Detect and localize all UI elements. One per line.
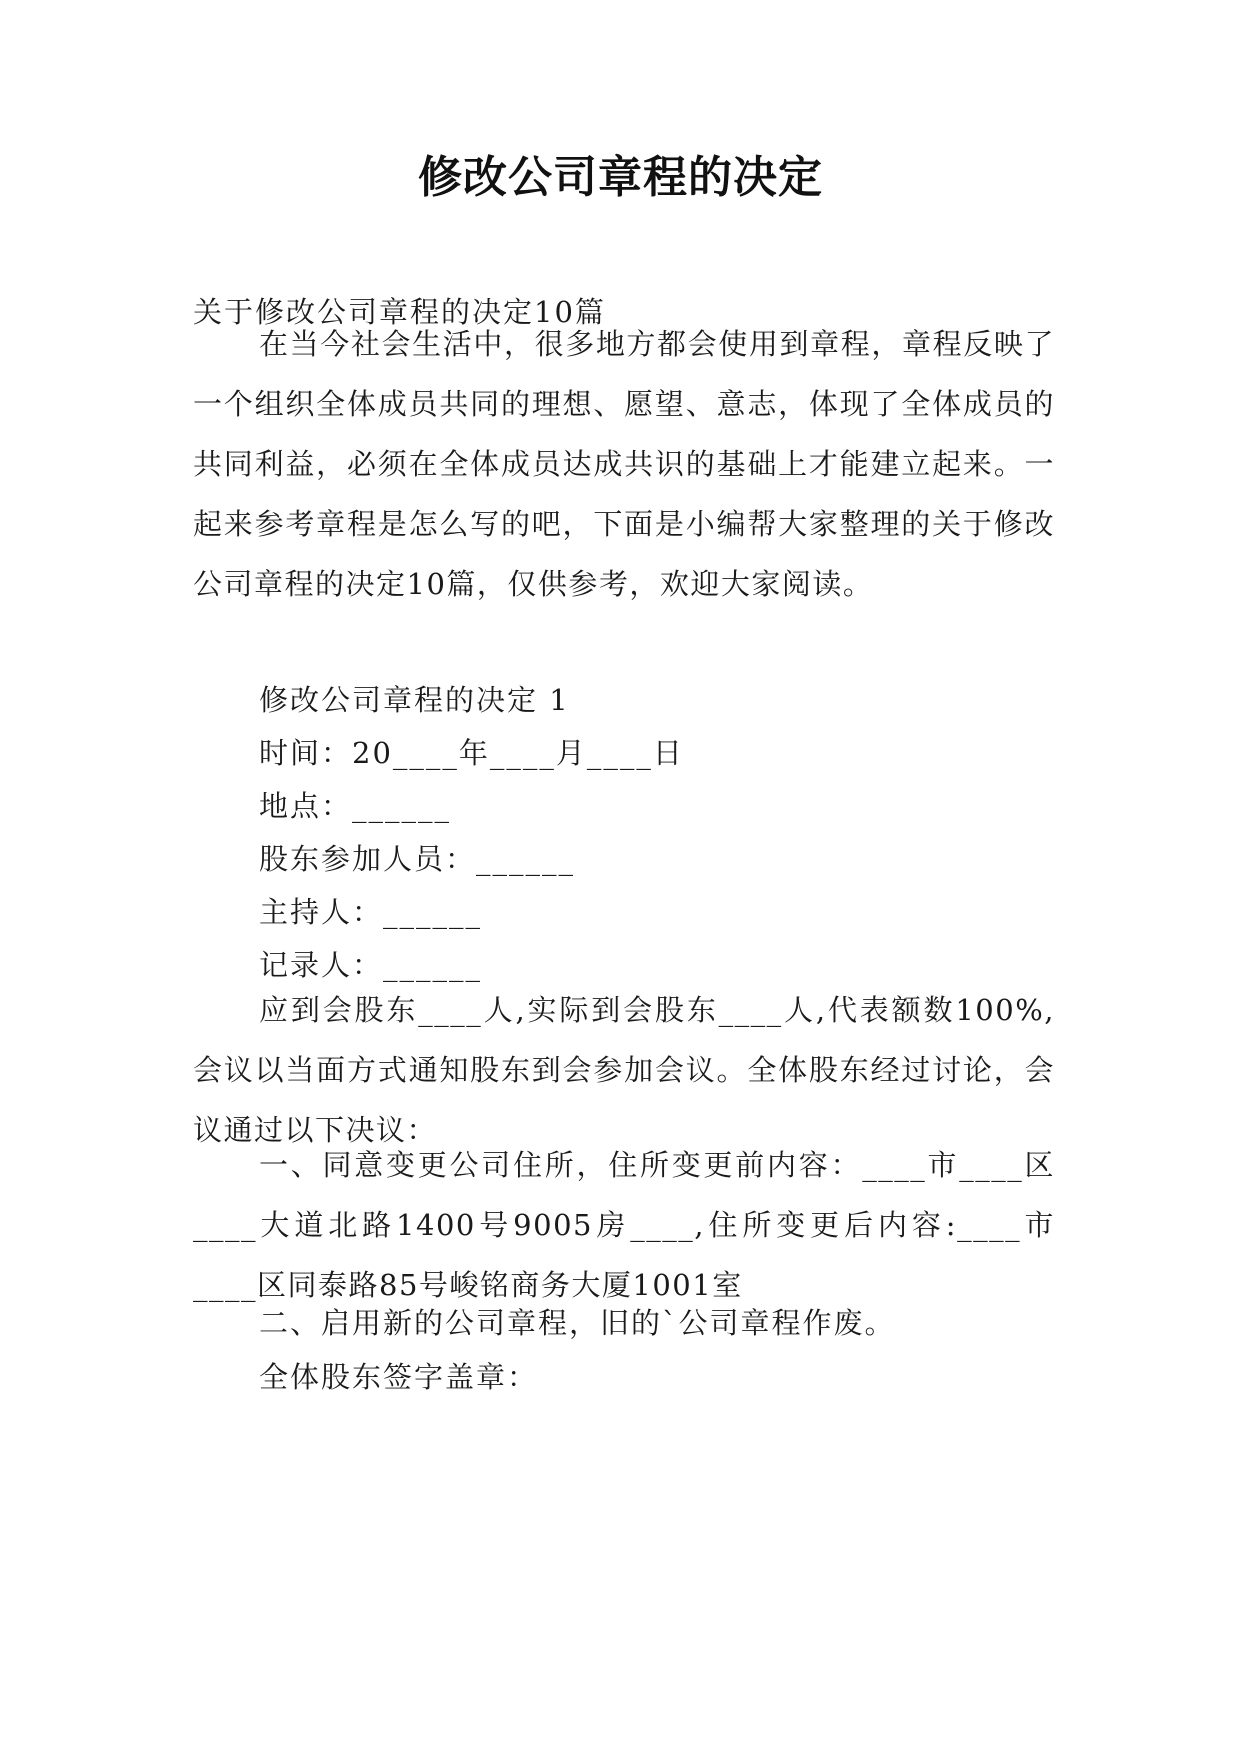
host-line: 主持人：______ (259, 895, 483, 929)
attendance-paragraph: 应到会股东____人,实际到会股东____人,代表额数100%,会议以当面方式通知股东到会参加会议。全体股东经过讨论，会议通过以下决议： (193, 993, 1055, 1147)
recorder-line: 记录人：______ (259, 948, 483, 982)
document-title: 修改公司章程的决定 (418, 152, 823, 203)
place-line: 地点：______ (259, 789, 452, 823)
time-line: 时间：20____年____月____日 (259, 736, 684, 770)
resolution-two-line: 二、启用新的公司章程，旧的`公司章程作废。 (259, 1306, 896, 1340)
shareholders-line: 股东参加人员：______ (259, 842, 576, 876)
signature-line: 全体股东签字盖章： (259, 1360, 539, 1394)
section-heading: 修改公司章程的决定 1 (259, 683, 570, 717)
intro-paragraph: 在当今社会生活中，很多地方都会使用到章程，章程反映了一个组织全体成员共同的理想、愿望、意志，体现了全体成员的共同利益，必须在全体成员达成共识的基础上才能建立起来。一起来参考章程是怎么写的吧，下面是小编帮大家整理的关于修改公司章程的决定10篇，仅供参考，欢迎大家阅读。 (193, 327, 1055, 601)
document-subtitle: 关于修改公司章程的决定10篇 (193, 295, 606, 329)
resolution-one-paragraph: 一、同意变更公司住所，住所变更前内容：____市____区____大道北路1400号9005房____,住所变更后内容:____市____区同泰路85号峻铭商务大厦1001室 (193, 1148, 1055, 1302)
